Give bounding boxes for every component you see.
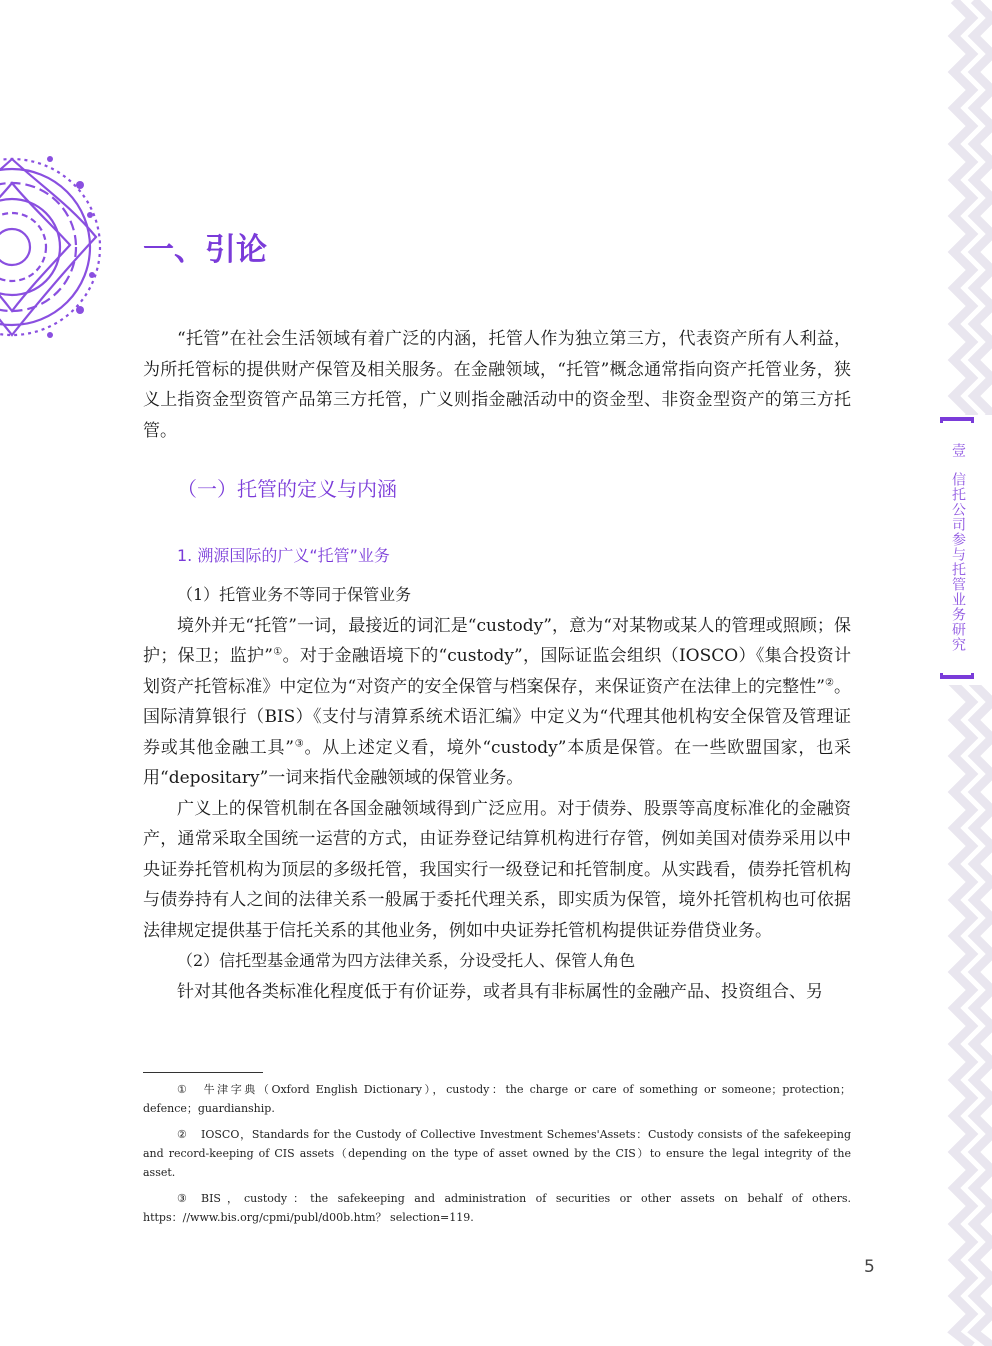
main-content: [143, 324, 851, 1007]
footnotes: [143, 1080, 851, 1234]
subsection-heading: 1. 溯源国际的广义“托管”业务: [177, 546, 390, 565]
section-heading: （一）托管的定义与内涵: [177, 477, 397, 501]
item2-heading: （2）信托型基金通常为四方法律关系，分设受托人、保管人角色: [177, 951, 636, 970]
side-tab-text: [946, 443, 968, 652]
side-tab-title: 信托公司参与托管业务研究: [950, 472, 966, 652]
paragraph-a-part1: 境外并无“托管”一词，最接近的词汇是“custody”，意为“对某物或某人的管理或照顾；保护；保卫；监护”: [143, 615, 851, 666]
footnote-2-text: IOSCO，Standards for the Custody of Collective Investment Schemes'Assets：Custody consists of the safekeeping and record-keeping of CIS assets（depending on the type of asset owned by the CIS）to ensure the legal integrity of the asset.: [143, 1128, 851, 1179]
paragraph-custody-mechanism: 广义上的保管机制在各国金融领域得到广泛应用。对于债券、股票等高度标准化的金融资产，通常采取全国统一运营的方式，由证券登记结算机构进行存管，例如美国对债券采用以中央证券托管机构为顶层的多级托管，我国实行一级登记和托管制度。从实践看，债券托管机构与债券持有人之间的法律关系一般属于委托代理关系，即实质为保管，境外托管机构也可依据法律规定提供基于信托关系的其他业务，例如中央证券托管机构提供证券借贷业务。: [143, 798, 851, 941]
footnote-ref-2[interactable]: ②: [824, 676, 834, 688]
bracket-top-icon: [940, 417, 974, 423]
paragraph-trust-funds: 针对其他各类标准化程度低于有价证券，或者具有非标属性的金融产品、投资组合、另: [177, 981, 823, 1002]
paragraph-custody-definition: [143, 611, 851, 794]
side-tab-number: 壹: [950, 443, 966, 458]
footnote-ref-3[interactable]: ③: [293, 737, 305, 749]
floral-ornament-icon: [0, 145, 105, 350]
paragraph-a-part3: 。国际清算银行（BIS）《支付与清算系统术语汇编》中定义为“代理其他机构安全保管及管理证券或其他金融工具”: [143, 676, 851, 758]
side-chapter-tab: [922, 415, 992, 685]
chapter-title: 一、引论: [143, 232, 267, 268]
footnote-3-text: BIS，custody：the safekeeping and administration of securities or other assets on behalf of others. https：//www.bis.org/cpmi/publ/d00b.htm？ selection=119.: [143, 1192, 851, 1224]
footnote-3-mark: ③: [177, 1192, 187, 1205]
item1-heading: （1）托管业务不等同于保管业务: [177, 585, 412, 604]
footnote-1-text: 牛津字典（Oxford English Dictionary），custody：the charge or care of something or someone；protection；defence；guardianship.: [143, 1083, 851, 1115]
footnote-2: [143, 1125, 851, 1182]
footnote-2-mark: ②: [177, 1128, 187, 1141]
bracket-bottom-icon: [940, 673, 974, 679]
paragraph-a-part2: 。对于金融语境下的“custody”，国际证监会组织（IOSCO）《集合投资计划资产托管标准》中定位为“对资产的安全保管与档案保存，来保证资产在法律上的完整性”: [143, 646, 851, 697]
footnote-3: [143, 1189, 851, 1227]
intro-paragraph: “托管”在社会生活领域有着广泛的内涵，托管人作为独立第三方，代表资产所有人利益，为所托管标的提供财产保管及相关服务。在金融领域，“托管”概念通常指向资产托管业务，狭义上指资金型资管产品第三方托管，广义则指金融活动中的资金型、非资金型资产的第三方托管。: [143, 329, 851, 441]
page-number: 5: [864, 1257, 875, 1277]
footnote-1: [143, 1080, 851, 1118]
footnote-ref-1[interactable]: ①: [272, 646, 283, 658]
footnote-1-mark: ①: [177, 1083, 187, 1096]
footnote-divider: [143, 1072, 263, 1073]
paragraph-a-part4: 。从上述定义看，境外“custody”本质是保管。在一些欧盟国家，也采用“depositary”一词来指代金融领域的保管业务。: [143, 737, 851, 788]
